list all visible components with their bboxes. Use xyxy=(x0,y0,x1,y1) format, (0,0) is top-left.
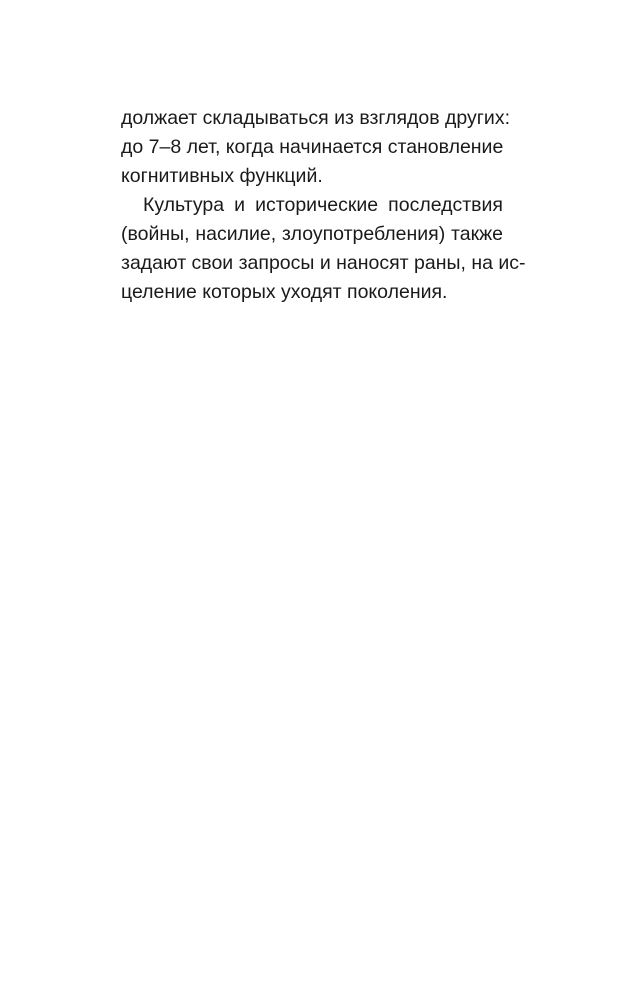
text-line: задают свои запросы и наносят раны, на ис- xyxy=(121,252,526,274)
paragraph-1 xyxy=(121,104,510,191)
text-line: до 7–8 лет, когда начинается становление xyxy=(121,136,504,158)
text-line: (войны, насилие, злоупотребления) также xyxy=(121,223,503,245)
text-line: должает складываться из взглядов других: xyxy=(121,107,510,129)
text-line: целение которых уходят поколения. xyxy=(121,281,448,303)
text-line: когнитивных функций. xyxy=(121,165,323,187)
text-line: Культура и исторические последствия xyxy=(143,194,503,216)
paragraph-2 xyxy=(121,191,526,307)
body-text xyxy=(121,104,526,307)
